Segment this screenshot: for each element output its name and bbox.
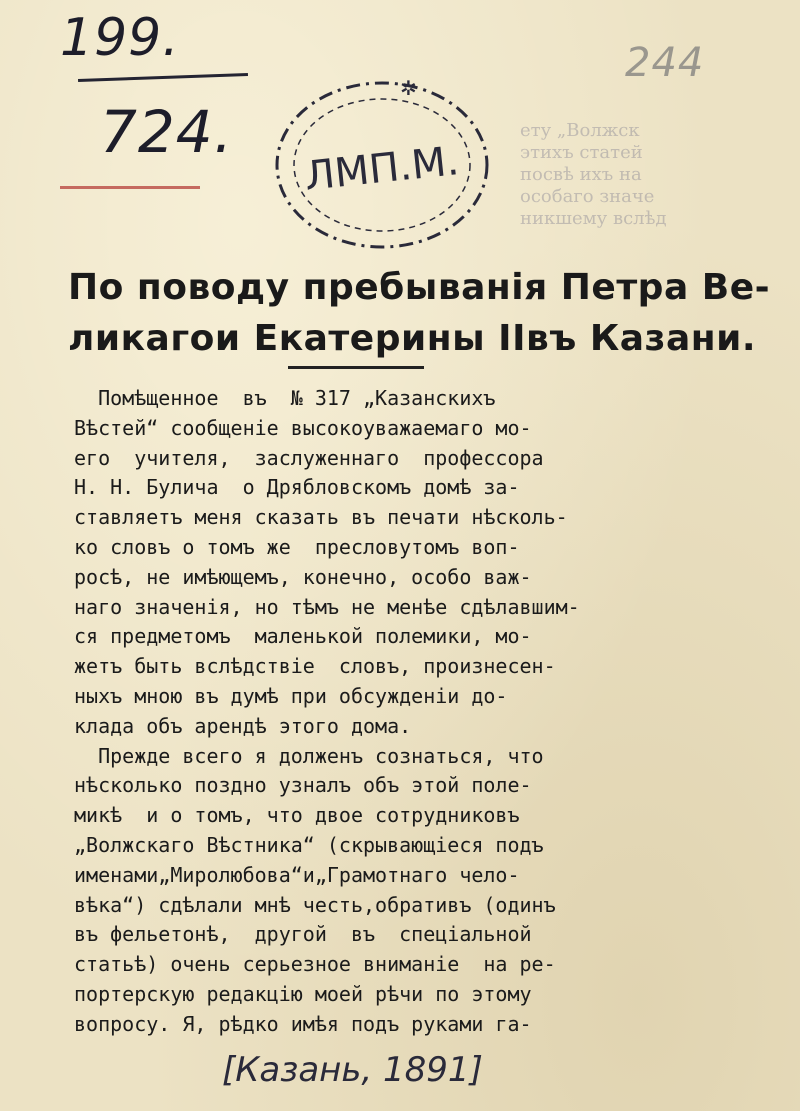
title-line-1: По поводу пребыванія Петра Ве-: [68, 267, 771, 308]
call-number-top: 199.: [60, 8, 180, 68]
bleed-line: особаго значе: [520, 186, 655, 207]
document-title: [68, 262, 771, 364]
body-line: портерскую редакцію моей рѣчи по этому: [74, 981, 532, 1006]
title-rule: [288, 366, 424, 369]
body-line: ныхъ мною въ думѣ при обсужденіи до-: [74, 683, 508, 708]
body-line: Вѣстей“ сообщеніе высокоуважаемаго мо-: [74, 415, 532, 440]
bleed-through-text: [520, 120, 800, 230]
corner-pencil-note: 244: [625, 40, 705, 86]
body-line: въ фельетонѣ, другой въ спеціальной: [74, 922, 532, 947]
body-line: Прежде всего я долженъ сознаться, что: [74, 743, 544, 768]
body-line: ставляетъ меня сказать въ печати нѣсколь-: [74, 505, 568, 530]
bleed-line: никшему вслѣд: [520, 208, 667, 229]
body-line: росѣ, не имѣющемъ, конечно, особо важ-: [74, 564, 532, 589]
library-stamp: [262, 70, 502, 260]
body-line: статьѣ) очень серьезное вниманіе на ре-: [74, 952, 556, 977]
body-line: ся предметомъ маленькой полемики, мо-: [74, 624, 532, 649]
body-line: жетъ быть вслѣдствіе словъ, произнесен-: [74, 654, 556, 679]
body-line: клада объ арендѣ этого дома.: [74, 713, 412, 738]
body-line: ко словъ о томъ же пресловутомъ воп-: [74, 534, 520, 559]
body-line: вѣка“) сдѣлали мнѣ честь,обративъ (одинъ: [74, 892, 556, 917]
red-underline: [60, 186, 200, 189]
body-line: Н. Н. Булича о Дрябловскомъ домѣ за-: [74, 475, 520, 500]
handwritten-place-date: [Казань, 1891]: [222, 1050, 483, 1090]
bleed-line: этихъ статей: [520, 142, 643, 163]
body-line: микѣ и о томъ, что двое сотрудниковъ: [74, 803, 520, 828]
svg-text:✲: ✲: [400, 76, 417, 100]
call-number-bottom: 724.: [100, 98, 234, 166]
body-line: наго значенія, но тѣмъ не менѣе сдѣлавшим-: [74, 594, 580, 619]
body-line: именами„Миролюбова“и„Грамотнаго чело-: [74, 862, 520, 887]
body-line: нѣсколько поздно узналъ объ этой поле-: [74, 773, 532, 798]
bleed-line: ету „Волжск: [520, 120, 640, 141]
title-line-2: ликагои Екатерины IIвъ Казани.: [68, 318, 757, 359]
body-line: „Волжскаго Вѣстника“ (скрывающіеся подъ: [74, 832, 544, 857]
body-line: его учителя, заслуженнаго профессора: [74, 445, 544, 470]
body-line: Помѣщенное въ № 317 „Казанскихъ: [74, 386, 496, 410]
stamp-text: ЛМП.М.: [302, 138, 462, 201]
body-line: вопросу. Я, рѣдко имѣя подъ руками га-: [74, 1011, 532, 1036]
body-text: [74, 384, 734, 1040]
bleed-line: посвѣ ихъ на: [520, 164, 642, 185]
handwritten-rule: [78, 73, 248, 82]
